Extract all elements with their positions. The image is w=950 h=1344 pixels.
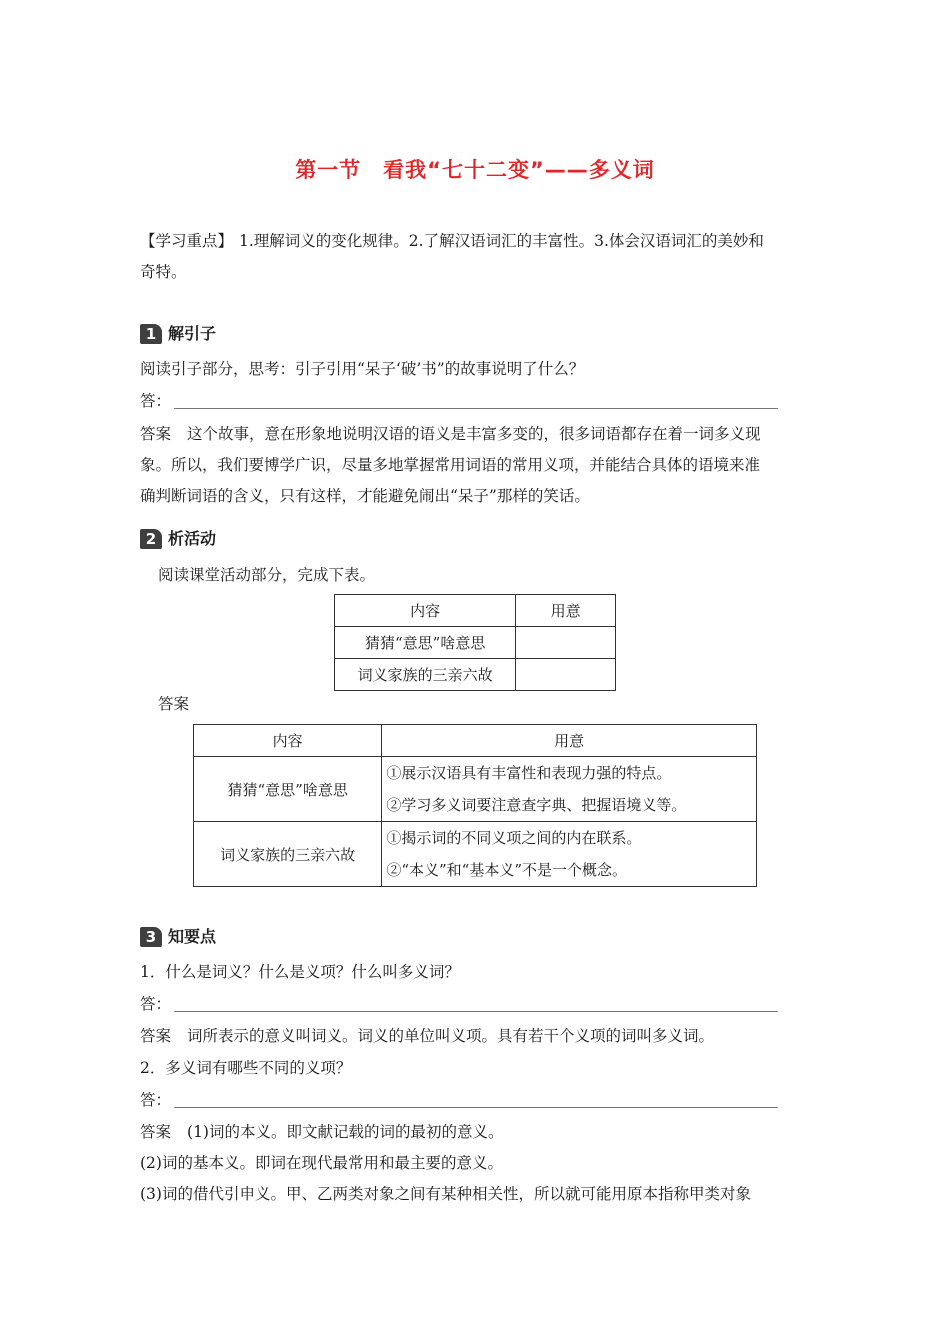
table-cell: 猜猜“意思”啥意思 [335, 627, 516, 659]
answer-blank-line[interactable] [174, 408, 778, 409]
section-number-badge: 1 [140, 324, 162, 344]
focus-text: 1.理解词义的变化规律。2.了解汉语词汇的丰富性。3.体会汉语词汇的美妙和 [239, 232, 764, 250]
question-text: 阅读引子部分，思考：引子引用“呆子‘破’书”的故事说明了什么？ [140, 360, 585, 378]
answer-2-line-2: (2)词的基本义。即词在现代最常用和最主要的意义。 [140, 1154, 503, 1172]
table-blank-cell[interactable] [516, 659, 616, 691]
answer-table [193, 724, 757, 887]
table-cell [382, 822, 757, 887]
answer-2-line-3: (3)词的借代引申义。甲、乙两类对象之间有某种相关性，所以就可能用原本指称甲类对象 [140, 1185, 751, 1203]
answer-line-3: 确判断词语的含义，只有这样，才能避免闹出“呆子”那样的笑话。 [140, 487, 590, 505]
table-blank-cell[interactable] [516, 627, 616, 659]
purpose-line: ②学习多义词要注意查字典、把握语境义等。 [386, 796, 687, 814]
answer-1 [140, 1026, 714, 1046]
answer-blank-line[interactable] [174, 1107, 778, 1108]
answer-text: 词所表示的意义叫词义。词义的单位叫义项。具有若干个义项的词叫多义词。 [187, 1027, 715, 1045]
section-heading: 知要点 [168, 927, 217, 946]
instruction-text: 阅读课堂活动部分，完成下表。 [158, 566, 376, 584]
table-header: 内容 [335, 595, 516, 627]
answer-prompt: 答： [140, 995, 172, 1013]
table-cell: 词义家族的三亲六故 [194, 822, 382, 887]
question-2: 2．多义词有哪些不同的义项？ [140, 1059, 352, 1077]
page-title: 第一节 看我“七十二变”——多义词 [295, 158, 655, 182]
purpose-line: ①揭示词的不同义项之间的内在联系。 [386, 829, 642, 847]
focus-text-line2: 奇特。 [140, 263, 187, 281]
table-header: 用意 [516, 595, 616, 627]
answer-text: (1)词的本义。即文献记载的词的最初的意义。 [187, 1123, 504, 1141]
answer-text: 这个故事，意在形象地说明汉语的语义是丰富多变的，很多词语都存在着一词多义现 [187, 425, 761, 443]
question-1: 1．什么是词义？什么是义项？什么叫多义词？ [140, 963, 460, 981]
answer-prompt: 答： [140, 1091, 172, 1109]
answer-label: 答案 [140, 1027, 172, 1045]
focus-label: 【学习重点】 [140, 232, 234, 250]
section-heading: 解引子 [168, 324, 217, 343]
answer-line-2: 象。所以，我们要博学广识，尽量多地掌握常用词语的常用义项，并能结合具体的语境来准 [140, 456, 761, 474]
answer-label: 答案 [158, 695, 190, 713]
purpose-line: ①展示汉语具有丰富性和表现力强的特点。 [386, 764, 672, 782]
purpose-line: ②“本义”和“基本义”不是一个概念。 [386, 861, 627, 879]
table-cell: 猜猜“意思”啥意思 [194, 757, 382, 822]
section-number-badge: 3 [140, 927, 162, 947]
table-cell: 词义家族的三亲六故 [335, 659, 516, 691]
answer-label: 答案 [140, 1123, 172, 1141]
section-number-badge: 2 [140, 529, 162, 549]
table-header: 内容 [194, 725, 382, 757]
focus-text-line1 [140, 231, 764, 251]
table-header: 用意 [382, 725, 757, 757]
answer-blank-line[interactable] [174, 1011, 778, 1012]
answer-prompt: 答： [140, 392, 172, 410]
answer-label: 答案 [140, 425, 172, 443]
answer-2-line-1 [140, 1122, 503, 1142]
answer-line-1 [140, 424, 761, 444]
blank-table [334, 594, 616, 691]
table-cell [382, 757, 757, 822]
section-heading: 析活动 [168, 529, 217, 548]
